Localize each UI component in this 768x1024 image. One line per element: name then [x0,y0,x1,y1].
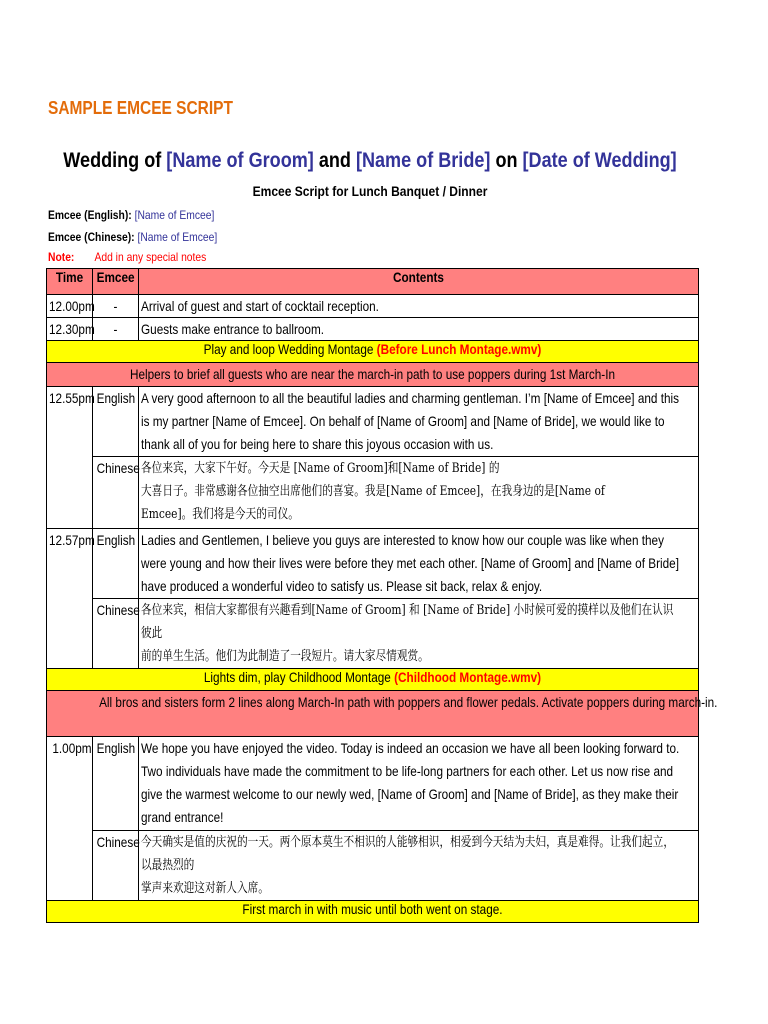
row-content-chinese: 今天确实是值的庆祝的一天。两个原本莫生不相识的人能够相识，相爱到今天结为夫妇，真是难得。让我们起立，以最热烈的 掌声来欢迎这对新人入席。 [139,831,699,901]
title-date: [Date of Wedding] [522,149,677,172]
note-value: Add in any special notes [94,250,207,264]
band-wedding-montage: Play and loop Wedding Montage (Before Lunch Montage.wmv) [47,341,699,363]
band-childhood-montage: Lights dim, play Childhood Montage (Childhood Montage.wmv) [47,669,699,691]
instruction-band [47,691,699,737]
band-poppers-briefing: Helpers to brief all guests who are near the march-in path to use poppers during 1st March-In [47,363,699,387]
band-march-in-lines: All bros and sisters form 2 lines along March-In path with poppers and flower pedals. Activate poppers during march-in. [47,691,699,737]
row-time: 12.30pm [47,318,93,341]
row-time: 12.00pm [47,295,93,318]
table-header-row [47,269,699,295]
note-line [48,250,206,264]
row-emcee: English [93,737,139,831]
header-emcee: Emcee [93,269,139,295]
script-table [46,268,718,923]
emcee-english-label: Emcee (English): [48,208,132,222]
row-emcee: Chinese [93,831,139,901]
table-row [47,831,699,901]
instruction-band [47,669,699,691]
table-row [47,529,699,599]
row-time: 12.55pm [47,387,93,529]
row-emcee: - [93,318,139,341]
instruction-band [47,901,699,923]
row-time: 12.57pm [47,529,93,669]
instruction-band [47,363,699,387]
band-first-march-in: First march in with music until both went on stage. [47,901,699,923]
page-subtitle: Emcee Script for Lunch Banquet / Dinner [252,183,488,199]
page-title [52,149,688,173]
row-content-chinese: 各位来宾，大家下午好。今天是 [Name of Groom]和[Name of Bride] 的 大喜日子。非常感谢各位抽空出席他们的喜宴。我是[Name of Emcee]，在我身边的是[Name of Emcee]。我们将是今天的司仪。 [139,457,699,529]
instruction-band [47,341,699,363]
table-row [47,318,699,341]
emcee-english-value: [Name of Emcee] [134,208,215,222]
table-row [47,737,699,831]
row-time: 1.00pm [47,737,93,901]
row-emcee: English [93,529,139,599]
emcee-english-line [48,208,214,222]
row-emcee: English [93,387,139,457]
emcee-chinese-value: [Name of Emcee] [137,230,218,244]
title-prefix: Wedding of [63,149,167,172]
table-row [47,295,699,318]
emcee-chinese-label: Emcee (Chinese): [48,230,135,244]
row-content: Arrival of guest and start of cocktail reception. [139,295,699,318]
header-time: Time [47,269,93,295]
table-row [47,599,699,669]
row-emcee: Chinese [93,599,139,669]
table-row [47,387,699,457]
row-emcee: - [93,295,139,318]
title-bride: [Name of Bride] [355,149,491,172]
table-row [47,457,699,529]
row-content-english: We hope you have enjoyed the video. Today is indeed an occasion we have all been looking forward to. Two individuals have made the commitment to be life-long partners for each other. Let us now rise and give the warmest welcome to our newly wed, [Name of Groom] and [Name of Bride], as they make their grand entrance! [139,737,699,831]
row-content-english: A very good afternoon to all the beautiful ladies and charming gentleman. I’m [Name of Emcee] and this is my partner [Name of Emcee]. On behalf of [Name of Groom] and [Name of Bride], we would like to thank all of you for being here to share this joyous occasion with us. [139,387,699,457]
title-on: on [490,149,523,172]
title-and: and [313,149,356,172]
row-emcee: Chinese [93,457,139,529]
page-label: SAMPLE EMCEE SCRIPT [48,98,233,118]
row-content-english: Ladies and Gentlemen, I believe you guys are interested to know how our couple was like when they were young and how their lives were before they met each other. [Name of Groom] and [Name of Bride] have produced a wonderful video to satisfy us. Please sit back, relax & enjoy. [139,529,699,599]
title-groom: [Name of Groom] [166,149,314,172]
row-content-chinese: 各位来宾，相信大家都很有兴趣看到[Name of Groom] 和 [Name of Bride] 小时候可爱的摸样以及他们在认识彼此 前的单生生活。他们为此制造了一段短片。请大家尽情观赏。 [139,599,699,669]
header-contents: Contents [139,269,699,295]
row-content: Guests make entrance to ballroom. [139,318,699,341]
note-label: Note: [48,250,75,264]
emcee-chinese-line [48,230,217,244]
